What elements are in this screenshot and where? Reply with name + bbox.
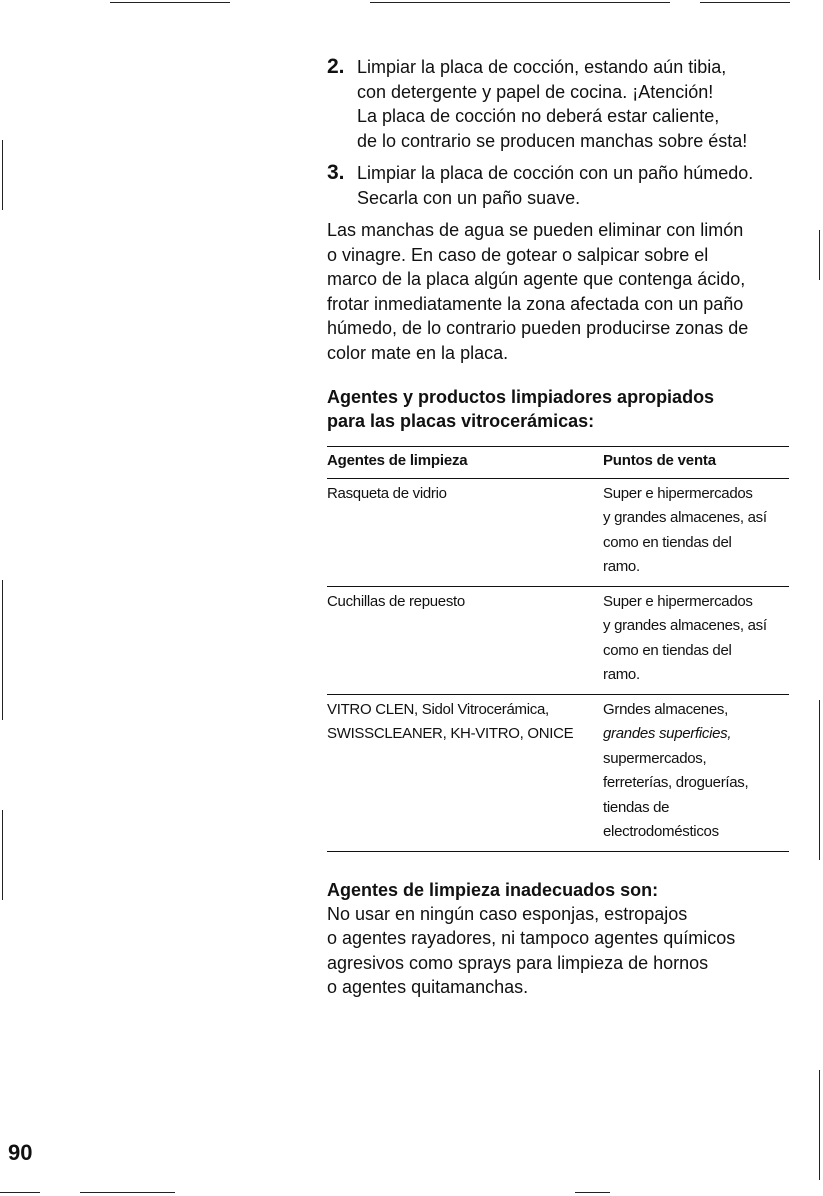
- where-line: y grandes almacenes, así: [603, 509, 767, 526]
- scan-mark-bottom-center: [80, 1192, 175, 1193]
- unsuitable-agents-heading: Agentes de limpieza inadecuados son:: [327, 879, 659, 900]
- scan-mark-right-edge-3: [819, 1070, 820, 1180]
- cleaning-agents-table: [327, 446, 789, 852]
- step-line: Secarla con un paño suave.: [357, 187, 581, 208]
- where-line: ramo.: [603, 666, 640, 683]
- scan-mark-bottom-right: [575, 1192, 610, 1193]
- agent-line: Cuchillas de repuesto: [327, 592, 465, 610]
- where-line: y grandes almacenes, así: [603, 617, 767, 634]
- paragraph-line: color mate en la placa.: [327, 342, 509, 363]
- unsuitable-agents-paragraph: [327, 902, 792, 1000]
- where-cell: [603, 478, 789, 586]
- scan-mark-right-edge: [819, 230, 820, 280]
- paragraph-line: agresivos como sprays para limpieza de hornos: [327, 952, 709, 973]
- scan-mark-left-edge-2: [2, 580, 3, 720]
- where-line: grandes superficies,: [603, 725, 732, 742]
- step-line: Limpiar la placa de cocción con un paño húmedo.: [357, 163, 754, 183]
- where-line: como en tiendas del: [603, 533, 732, 551]
- main-content: [327, 55, 792, 1000]
- scan-mark-right-edge-2: [819, 700, 820, 860]
- step-number: 3.: [327, 161, 345, 184]
- scan-mark-left-edge-3: [2, 810, 3, 900]
- paragraph-line: marco de la placa algún agente que contenga ácido,: [327, 269, 746, 289]
- paragraph-line: Las manchas de agua se pueden eliminar con limón: [327, 220, 744, 240]
- where-cell: [603, 694, 789, 851]
- where-line: Super e hipermercados: [603, 484, 753, 502]
- where-line: ferreterías, droguerías,: [603, 774, 749, 791]
- agent-line: Rasqueta de vidrio: [327, 484, 447, 502]
- heading-line: Agentes y productos limpiadores apropiados: [327, 387, 715, 407]
- agent-cell: [327, 586, 603, 694]
- step-line: Limpiar la placa de cocción, estando aún tibia,: [357, 57, 727, 77]
- step-number: 2.: [327, 55, 345, 78]
- where-cell: [603, 586, 789, 694]
- paragraph-line: húmedo, de lo contrario pueden producirse zonas de: [327, 318, 749, 338]
- column-header-where: Puntos de venta: [603, 447, 789, 479]
- step-line: de lo contrario se producen manchas sobre ésta!: [357, 130, 748, 151]
- paragraph-line: o agentes rayadores, ni tampoco agentes químicos: [327, 928, 736, 948]
- paragraph-line: frotar inmediatamente la zona afectada con un paño: [327, 293, 744, 314]
- paragraph-line: o agentes quitamanchas.: [327, 977, 529, 997]
- where-line: Super e hipermercados: [603, 592, 753, 610]
- where-line: tiendas de: [603, 798, 670, 816]
- suitable-agents-heading: [327, 385, 792, 433]
- step-line: La placa de cocción no deberá estar caliente,: [357, 106, 720, 126]
- step-3: [327, 161, 792, 210]
- table-row: [327, 586, 789, 694]
- column-header-agent: Agentes de limpieza: [327, 447, 603, 479]
- paragraph-line: No usar en ningún caso esponjas, estropajos: [327, 903, 688, 924]
- scan-mark-top-right: [700, 2, 790, 3]
- where-line: ramo.: [603, 558, 640, 575]
- step-line: con detergente y papel de cocina. ¡Atención!: [357, 81, 714, 102]
- step-2: [327, 55, 792, 153]
- agent-cell: [327, 478, 603, 586]
- scan-mark-top-left: [110, 2, 230, 3]
- scan-mark-left-edge: [2, 140, 3, 210]
- agent-line: VITRO CLEN, Sidol Vitrocerámica,: [327, 700, 549, 718]
- scan-mark-top-center: [370, 2, 670, 3]
- where-line: como en tiendas del: [603, 641, 732, 659]
- table-header-row: [327, 447, 789, 479]
- page-number: 90: [8, 1140, 33, 1165]
- table-row: [327, 478, 789, 586]
- where-line: supermercados,: [603, 749, 707, 767]
- where-line: electrodomésticos: [603, 823, 719, 840]
- water-stains-paragraph: [327, 218, 792, 365]
- agent-line: SWISSCLEANER, KH-VITRO, ONICE: [327, 725, 574, 742]
- table-row: [327, 694, 789, 851]
- where-line: Grndes almacenes,: [603, 700, 728, 718]
- paragraph-line: o vinagre. En caso de gotear o salpicar sobre el: [327, 244, 709, 265]
- agent-cell: [327, 694, 603, 851]
- heading-line: para las placas vitrocerámicas:: [327, 411, 595, 431]
- scan-mark-bottom-left: [0, 1192, 40, 1193]
